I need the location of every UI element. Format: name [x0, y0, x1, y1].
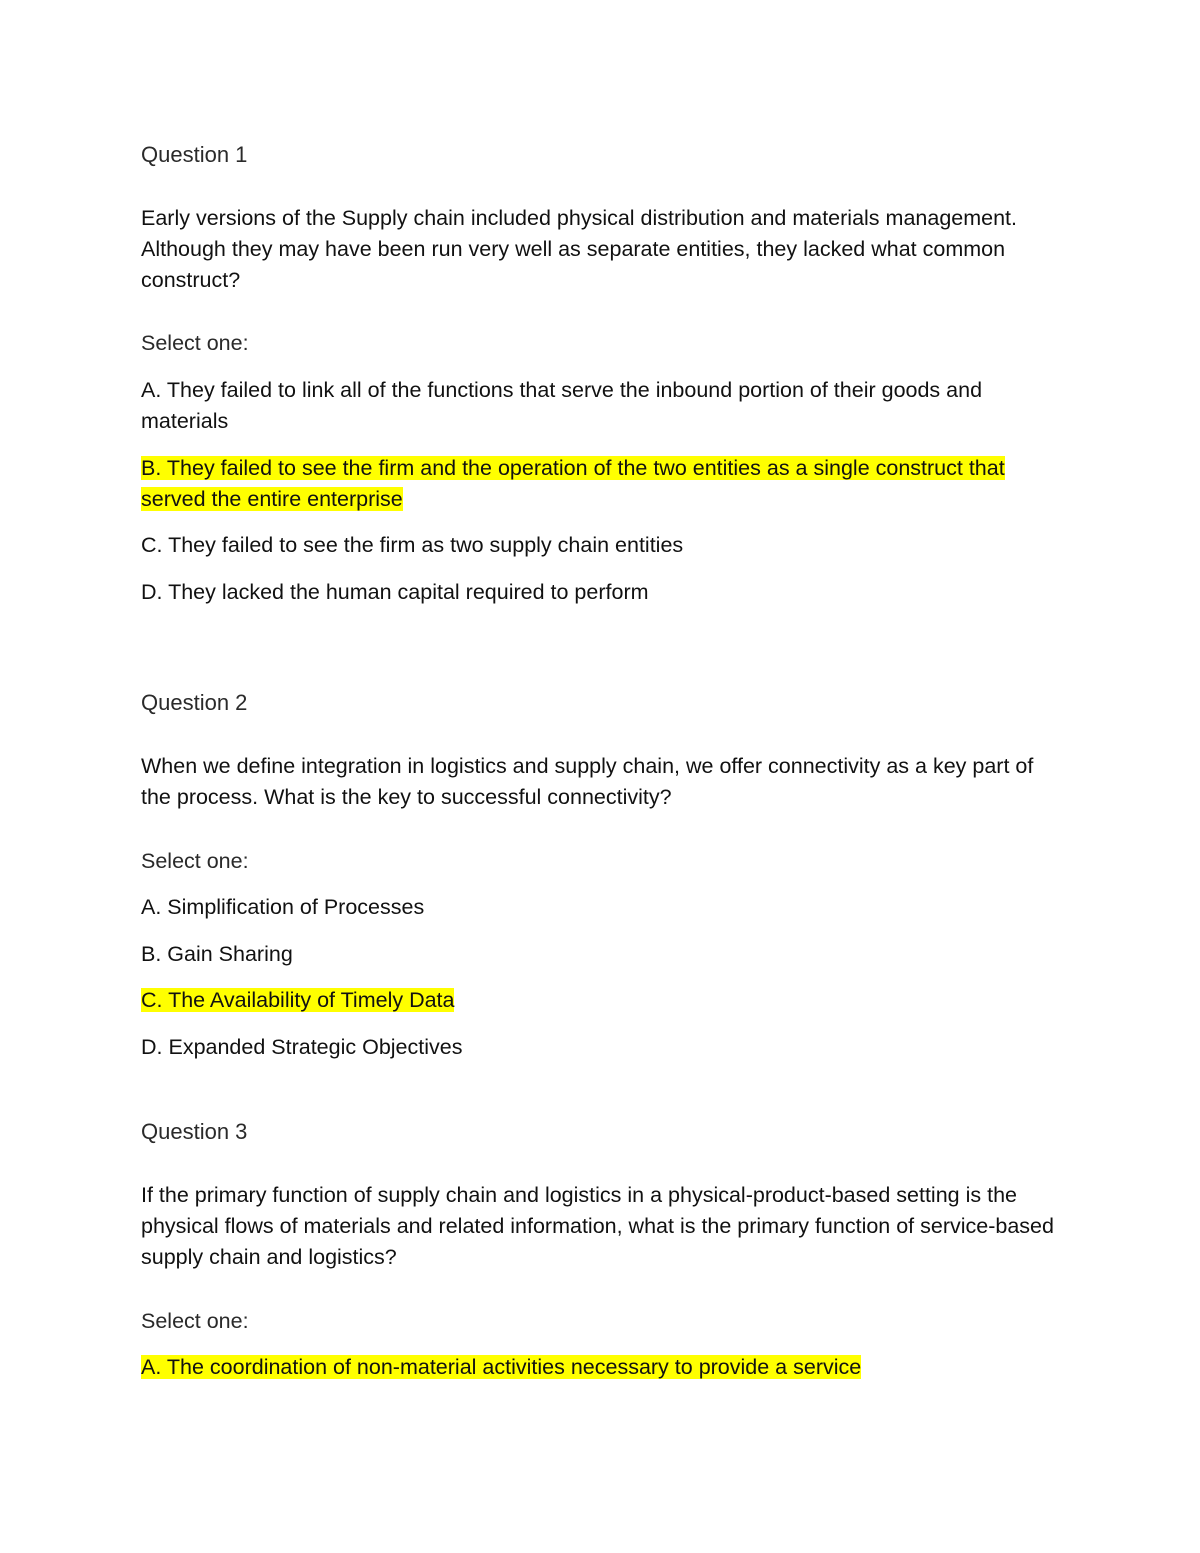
- question-1-option-c: [141, 530, 1061, 561]
- question-1-select-label: Select one:: [141, 331, 249, 355]
- question-2-label: Question 2: [141, 690, 248, 715]
- question-2-select-label: Select one:: [141, 849, 249, 873]
- question-2-option-d: [141, 1032, 1061, 1063]
- question-3-label: Question 3: [141, 1119, 248, 1144]
- question-1-label: Question 1: [141, 142, 248, 167]
- option-text-highlighted: C. The Availability of Timely Data: [141, 988, 455, 1012]
- question-2-option-c: [141, 985, 1061, 1016]
- option-text-highlighted: A. The coordination of non-material activities necessary to provide a service: [141, 1355, 862, 1379]
- question-3-option-a: [141, 1352, 1061, 1383]
- question-3-select-label: Select one:: [141, 1309, 249, 1333]
- question-3-text: If the primary function of supply chain and logistics in a physical-product-based setting is the physical flows of materials and related information, what is the primary function of service-based supply chain and logistics?: [141, 1183, 1054, 1269]
- question-1-text: Early versions of the Supply chain included physical distribution and materials management. Although they may have been run very well as separate entities, they lacked what common construct?: [141, 206, 1017, 292]
- question-2-option-b: [141, 939, 1061, 970]
- option-text: A. Simplification of Processes: [141, 895, 425, 919]
- option-text: B. Gain Sharing: [141, 942, 293, 966]
- question-2-text: When we define integration in logistics and supply chain, we offer connectivity as a key part of the process. What is the key to successful connectivity?: [141, 754, 1034, 809]
- question-1-option-b: [141, 453, 1061, 515]
- option-text: D. They lacked the human capital required to perform: [141, 580, 649, 604]
- question-1-option-a: [141, 375, 1061, 437]
- option-text: A. They failed to link all of the functions that serve the inbound portion of their goods and materials: [141, 378, 983, 433]
- question-2-option-a: [141, 892, 1061, 923]
- question-1-option-d: [141, 577, 1061, 608]
- option-text: C. They failed to see the firm as two supply chain entities: [141, 533, 684, 557]
- option-text-highlighted: B. They failed to see the firm and the operation of the two entities as a single construct that served the entire enterprise: [141, 456, 1005, 511]
- option-text: D. Expanded Strategic Objectives: [141, 1035, 463, 1059]
